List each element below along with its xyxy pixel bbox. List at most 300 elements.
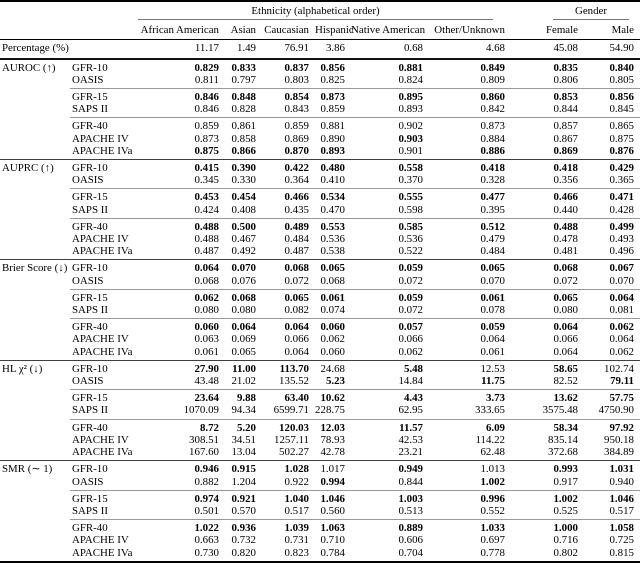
value-cell: 1.017 [315, 461, 351, 476]
value-cell: 0.492 [231, 245, 256, 258]
percentage-label: Percentage (%) [0, 40, 136, 59]
value-cell: 4.68 [429, 40, 511, 59]
model-label: OASIS [72, 375, 104, 388]
value-cell: 34.51 [231, 433, 256, 446]
value-cell: 4.43 [351, 390, 429, 405]
table-row [0, 404, 640, 419]
value-cell: 372.68 [548, 446, 578, 459]
model-label: OASIS [72, 475, 104, 488]
table-row [0, 103, 640, 118]
value-cell: 0.558 [351, 160, 429, 175]
table-row [0, 333, 640, 345]
value-cell: 0.858 [231, 132, 256, 145]
value-cell: 0.390 [225, 160, 262, 175]
metric-label: Brier Score (↓) [0, 260, 70, 360]
value-cell: 0.487 [284, 245, 309, 258]
model-label: GFR-10 [70, 260, 136, 275]
value-cell: 0.517 [609, 504, 634, 517]
value-cell: 0.848 [225, 89, 262, 104]
value-cell: 0.408 [231, 203, 256, 216]
gender-group-header: Gender [553, 5, 629, 20]
value-cell: 0.846 [136, 89, 225, 104]
value-cell: 0.059 [429, 319, 511, 334]
value-cell: 0.064 [262, 319, 315, 334]
table-row [0, 89, 640, 104]
value-cell: 0.522 [398, 245, 423, 258]
value-cell: 23.64 [136, 390, 225, 405]
value-cell: 0.064 [284, 345, 309, 358]
table-row [0, 304, 640, 319]
model-label: APACHE IVa [72, 546, 133, 559]
value-cell: 0.881 [351, 59, 429, 74]
ethnicity-spanner-cell [136, 1, 511, 20]
value-cell: 0.364 [284, 174, 309, 187]
value-cell: 3575.48 [542, 404, 578, 417]
value-cell: 0.811 [194, 73, 219, 86]
model-label: APACHE IV [72, 534, 129, 547]
value-cell: 0.844 [398, 475, 423, 488]
value-cell: 13.04 [231, 446, 256, 459]
table-row [0, 289, 640, 304]
model-label: GFR-40 [70, 319, 136, 334]
value-cell: 0.470 [320, 203, 345, 216]
value-cell: 0.065 [231, 345, 256, 358]
value-cell: 58.65 [511, 360, 584, 375]
value-cell: 0.057 [351, 319, 429, 334]
value-cell: 0.716 [553, 534, 578, 547]
value-cell: 1.063 [315, 520, 351, 535]
value-cell: 0.893 [398, 103, 423, 116]
value-cell: 0.778 [480, 546, 505, 559]
ethnicity-group-header: Ethnicity (alphabetical order) [138, 5, 493, 20]
value-cell: 0.395 [480, 203, 505, 216]
value-cell: 1.058 [584, 520, 640, 535]
value-cell: 0.062 [136, 289, 225, 304]
value-cell: 0.060 [320, 345, 345, 358]
value-cell: 0.820 [231, 546, 256, 559]
value-cell: 0.081 [609, 304, 634, 317]
value-cell: 0.484 [480, 245, 505, 258]
value-cell: 1.002 [511, 490, 584, 505]
value-cell: 0.876 [609, 144, 634, 157]
value-cell: 0.076 [231, 274, 256, 287]
model-label: GFR-40 [70, 520, 136, 535]
metric-label: AUPRC (↑) [0, 160, 70, 260]
model-label: SAPS II [72, 304, 109, 317]
table-row [0, 434, 640, 446]
value-cell: 0.538 [320, 245, 345, 258]
value-cell: 5.48 [351, 360, 429, 375]
value-cell: 78.93 [320, 433, 345, 446]
value-cell: 23.21 [398, 446, 423, 459]
model-label: GFR-15 [70, 189, 136, 204]
value-cell: 0.499 [584, 218, 640, 233]
value-cell: 0.480 [315, 160, 351, 175]
value-cell: 0.488 [136, 218, 225, 233]
value-cell: 0.070 [480, 274, 505, 287]
value-cell: 0.064 [609, 333, 634, 346]
value-cell: 0.484 [284, 233, 309, 246]
table-row [0, 534, 640, 546]
value-cell: 0.915 [225, 461, 262, 476]
value-cell: 0.856 [315, 59, 351, 74]
model-label: OASIS [72, 174, 104, 187]
value-cell: 0.496 [609, 245, 634, 258]
value-cell: 1.003 [351, 490, 429, 505]
value-cell: 0.949 [351, 461, 429, 476]
value-cell: 1.000 [511, 520, 584, 535]
value-cell: 1.031 [584, 461, 640, 476]
value-cell: 0.663 [194, 534, 219, 547]
value-cell: 0.517 [284, 504, 309, 517]
value-cell: 0.866 [231, 144, 256, 157]
value-cell: 12.03 [315, 419, 351, 434]
value-cell: 0.828 [231, 103, 256, 116]
value-cell: 0.066 [553, 333, 578, 346]
value-cell: 0.553 [315, 218, 351, 233]
table-row [0, 360, 640, 375]
value-cell: 0.080 [194, 304, 219, 317]
value-cell: 0.064 [225, 319, 262, 334]
model-label: GFR-15 [70, 289, 136, 304]
value-cell: 0.843 [284, 103, 309, 116]
table-row [0, 375, 640, 390]
value-cell: 0.902 [351, 118, 429, 133]
table-row [0, 476, 640, 491]
value-cell: 0.068 [262, 260, 315, 275]
table-row [0, 233, 640, 245]
value-cell: 0.875 [609, 132, 634, 145]
value-cell: 0.467 [231, 233, 256, 246]
value-cell: 97.92 [584, 419, 640, 434]
value-cell: 0.840 [584, 59, 640, 74]
value-cell: 0.534 [315, 189, 351, 204]
value-cell: 0.068 [511, 260, 584, 275]
value-cell: 24.68 [315, 360, 351, 375]
model-label: GFR-10 [70, 461, 136, 476]
value-cell: 113.70 [262, 360, 315, 375]
value-cell: 63.40 [262, 390, 315, 405]
value-cell: 0.064 [553, 345, 578, 358]
value-cell: 0.823 [284, 546, 309, 559]
value-cell: 1.204 [231, 475, 256, 488]
col-header: African American [136, 20, 225, 40]
value-cell: 0.824 [398, 73, 423, 86]
value-cell: 0.881 [315, 118, 351, 133]
value-cell: 10.62 [315, 390, 351, 405]
value-cell: 0.488 [194, 233, 219, 246]
value-cell: 0.479 [480, 233, 505, 246]
value-cell: 0.066 [398, 333, 423, 346]
value-cell: 0.063 [194, 333, 219, 346]
model-label: GFR-40 [70, 118, 136, 133]
value-cell: 0.867 [553, 132, 578, 145]
value-cell: 0.842 [480, 103, 505, 116]
value-cell: 0.806 [553, 73, 578, 86]
value-cell: 1.040 [262, 490, 315, 505]
model-label: SAPS II [72, 504, 109, 517]
value-cell: 0.857 [511, 118, 584, 133]
value-cell: 0.784 [320, 546, 345, 559]
value-cell: 0.825 [320, 73, 345, 86]
value-cell: 0.859 [262, 118, 315, 133]
value-cell: 1.028 [262, 461, 315, 476]
value-cell: 8.72 [136, 419, 225, 434]
value-cell: 0.062 [584, 319, 640, 334]
value-cell: 0.066 [284, 333, 309, 346]
value-cell: 76.91 [262, 40, 315, 59]
value-cell: 0.069 [231, 333, 256, 346]
value-cell: 14.84 [398, 375, 423, 388]
value-cell: 0.869 [553, 144, 578, 157]
value-cell: 42.78 [320, 446, 345, 459]
value-cell: 13.62 [511, 390, 584, 405]
model-label: OASIS [72, 73, 104, 86]
value-cell: 120.03 [262, 419, 315, 434]
value-cell: 0.697 [480, 534, 505, 547]
value-cell: 0.845 [609, 103, 634, 116]
value-cell: 0.481 [553, 245, 578, 258]
model-label: SAPS II [72, 203, 109, 216]
value-cell: 0.730 [194, 546, 219, 559]
value-cell: 0.861 [225, 118, 262, 133]
value-cell: 0.940 [609, 475, 634, 488]
value-cell: 0.917 [553, 475, 578, 488]
value-cell: 11.57 [351, 419, 429, 434]
value-cell: 0.859 [320, 103, 345, 116]
value-cell: 0.886 [480, 144, 505, 157]
model-label: APACHE IVa [72, 245, 133, 258]
value-cell: 0.732 [231, 534, 256, 547]
value-cell: 0.704 [398, 546, 423, 559]
percentage-row [0, 40, 640, 59]
value-cell: 0.731 [284, 534, 309, 547]
value-cell: 1070.09 [183, 404, 219, 417]
value-cell: 21.02 [231, 375, 256, 388]
value-cell: 0.080 [553, 304, 578, 317]
value-cell: 1.046 [584, 490, 640, 505]
value-cell: 0.062 [320, 333, 345, 346]
value-cell: 0.418 [429, 160, 511, 175]
value-cell: 1.49 [225, 40, 262, 59]
table-row [0, 490, 640, 505]
value-cell: 5.20 [225, 419, 262, 434]
table-row [0, 118, 640, 133]
model-label: GFR-40 [70, 419, 136, 434]
column-header-row [0, 20, 640, 40]
value-cell: 0.440 [553, 203, 578, 216]
value-cell: 333.65 [475, 404, 505, 417]
value-cell: 1.033 [429, 520, 511, 535]
value-cell: 0.424 [194, 203, 219, 216]
group-spanner-row [0, 1, 640, 20]
value-cell: 43.48 [194, 375, 219, 388]
value-cell: 0.072 [398, 274, 423, 287]
value-cell: 0.471 [584, 189, 640, 204]
metric-label: AUROC (↑) [0, 59, 70, 160]
value-cell: 114.22 [475, 433, 505, 446]
table-row [0, 275, 640, 290]
value-cell: 0.070 [609, 274, 634, 287]
value-cell: 0.060 [136, 319, 225, 334]
value-cell: 0.555 [351, 189, 429, 204]
value-cell: 11.00 [225, 360, 262, 375]
metric-label: SMR (∼ 1) [0, 461, 70, 562]
value-cell: 0.068 [225, 289, 262, 304]
model-label: OASIS [72, 274, 104, 287]
value-cell: 1.046 [315, 490, 351, 505]
model-label: GFR-15 [70, 390, 136, 405]
value-cell: 0.552 [480, 504, 505, 517]
value-cell: 0.606 [398, 534, 423, 547]
table-row [0, 59, 640, 74]
value-cell: 0.487 [194, 245, 219, 258]
value-cell: 0.477 [429, 189, 511, 204]
value-cell: 0.901 [398, 144, 423, 157]
value-cell: 0.065 [315, 260, 351, 275]
value-cell: 0.072 [398, 304, 423, 317]
value-cell: 0.854 [262, 89, 315, 104]
value-cell: 0.536 [398, 233, 423, 246]
table-row [0, 218, 640, 233]
table-row [0, 133, 640, 145]
value-cell: 0.936 [225, 520, 262, 535]
value-cell: 0.488 [511, 218, 584, 233]
value-cell: 0.328 [480, 174, 505, 187]
col-header: Female [511, 20, 584, 40]
value-cell: 0.064 [480, 333, 505, 346]
value-cell: 0.345 [194, 174, 219, 187]
value-cell: 0.410 [320, 174, 345, 187]
col-header: Native American [351, 20, 429, 40]
value-cell: 0.512 [429, 218, 511, 233]
value-cell: 0.062 [609, 345, 634, 358]
model-label: APACHE IVa [72, 446, 133, 459]
value-cell: 0.946 [136, 461, 225, 476]
value-cell: 0.844 [553, 103, 578, 116]
value-cell: 54.90 [584, 40, 640, 59]
value-cell: 0.809 [480, 73, 505, 86]
value-cell: 0.802 [553, 546, 578, 559]
value-cell: 0.805 [609, 73, 634, 86]
value-cell: 5.23 [325, 375, 345, 388]
value-cell: 57.75 [584, 390, 640, 405]
value-cell: 0.065 [429, 260, 511, 275]
table-row [0, 461, 640, 476]
value-cell: 0.060 [315, 319, 351, 334]
model-label: APACHE IV [72, 433, 129, 446]
value-cell: 0.860 [429, 89, 511, 104]
table-row [0, 145, 640, 160]
model-label: APACHE IVa [72, 144, 133, 157]
value-cell: 0.859 [136, 118, 225, 133]
value-cell: 94.34 [231, 404, 256, 417]
model-label: GFR-10 [70, 59, 136, 74]
value-cell: 0.435 [284, 203, 309, 216]
model-label: APACHE IV [72, 333, 129, 346]
value-cell: 0.330 [231, 174, 256, 187]
metric-label: HL χ² (↓) [0, 360, 70, 460]
value-cell: 0.829 [136, 59, 225, 74]
value-cell: 0.803 [284, 73, 309, 86]
model-label: APACHE IV [72, 233, 129, 246]
value-cell: 12.53 [429, 360, 511, 375]
value-cell: 1.022 [136, 520, 225, 535]
gender-spanner-cell [511, 1, 640, 20]
value-cell: 0.074 [320, 304, 345, 317]
value-cell: 0.059 [351, 260, 429, 275]
value-cell: 58.34 [511, 419, 584, 434]
value-cell: 0.454 [225, 189, 262, 204]
corner-spacer [0, 20, 136, 40]
value-cell: 3.73 [429, 390, 511, 405]
value-cell: 0.994 [320, 475, 345, 488]
value-cell: 0.068 [320, 274, 345, 287]
value-cell: 0.525 [553, 504, 578, 517]
col-header: Male [584, 20, 640, 40]
value-cell: 0.895 [351, 89, 429, 104]
model-label: GFR-15 [70, 490, 136, 505]
value-cell: 0.070 [225, 260, 262, 275]
table-row [0, 547, 640, 562]
value-cell: 0.466 [262, 189, 315, 204]
value-cell: 0.585 [351, 218, 429, 233]
value-cell: 62.95 [398, 404, 423, 417]
value-cell: 0.856 [584, 89, 640, 104]
table-row [0, 390, 640, 405]
model-label: GFR-10 [70, 360, 136, 375]
value-cell: 0.064 [136, 260, 225, 275]
value-cell: 0.903 [398, 132, 423, 145]
table-row [0, 204, 640, 219]
value-cell: 1.002 [480, 475, 505, 488]
value-cell: 0.815 [609, 546, 634, 559]
value-cell: 0.365 [609, 174, 634, 187]
value-cell: 0.882 [194, 475, 219, 488]
value-cell: 1257.11 [274, 433, 309, 446]
value-cell: 0.873 [429, 118, 511, 133]
value-cell: 0.082 [284, 304, 309, 317]
value-cell: 62.48 [480, 446, 505, 459]
value-cell: 11.17 [136, 40, 225, 59]
value-cell: 0.849 [429, 59, 511, 74]
value-cell: 6.09 [429, 419, 511, 434]
value-cell: 167.60 [189, 446, 219, 459]
value-cell: 11.75 [481, 375, 505, 388]
table-row [0, 160, 640, 175]
value-cell: 0.797 [231, 73, 256, 86]
value-cell: 6599.71 [273, 404, 309, 417]
model-label: SAPS II [72, 404, 109, 417]
value-cell: 0.873 [194, 132, 219, 145]
value-cell: 0.062 [398, 345, 423, 358]
value-cell: 0.501 [194, 504, 219, 517]
value-cell: 4750.90 [598, 404, 634, 417]
value-cell: 0.835 [511, 59, 584, 74]
value-cell: 0.061 [429, 289, 511, 304]
value-cell: 502.27 [279, 446, 309, 459]
value-cell: 0.865 [584, 118, 640, 133]
col-header: Hispanic [315, 20, 351, 40]
value-cell: 1.013 [429, 461, 511, 476]
value-cell: 1.039 [262, 520, 315, 535]
table-row [0, 346, 640, 361]
value-cell: 308.51 [189, 433, 219, 446]
value-cell: 0.078 [480, 304, 505, 317]
value-cell: 0.870 [284, 144, 309, 157]
value-cell: 0.061 [194, 345, 219, 358]
value-cell: 79.11 [610, 375, 634, 388]
